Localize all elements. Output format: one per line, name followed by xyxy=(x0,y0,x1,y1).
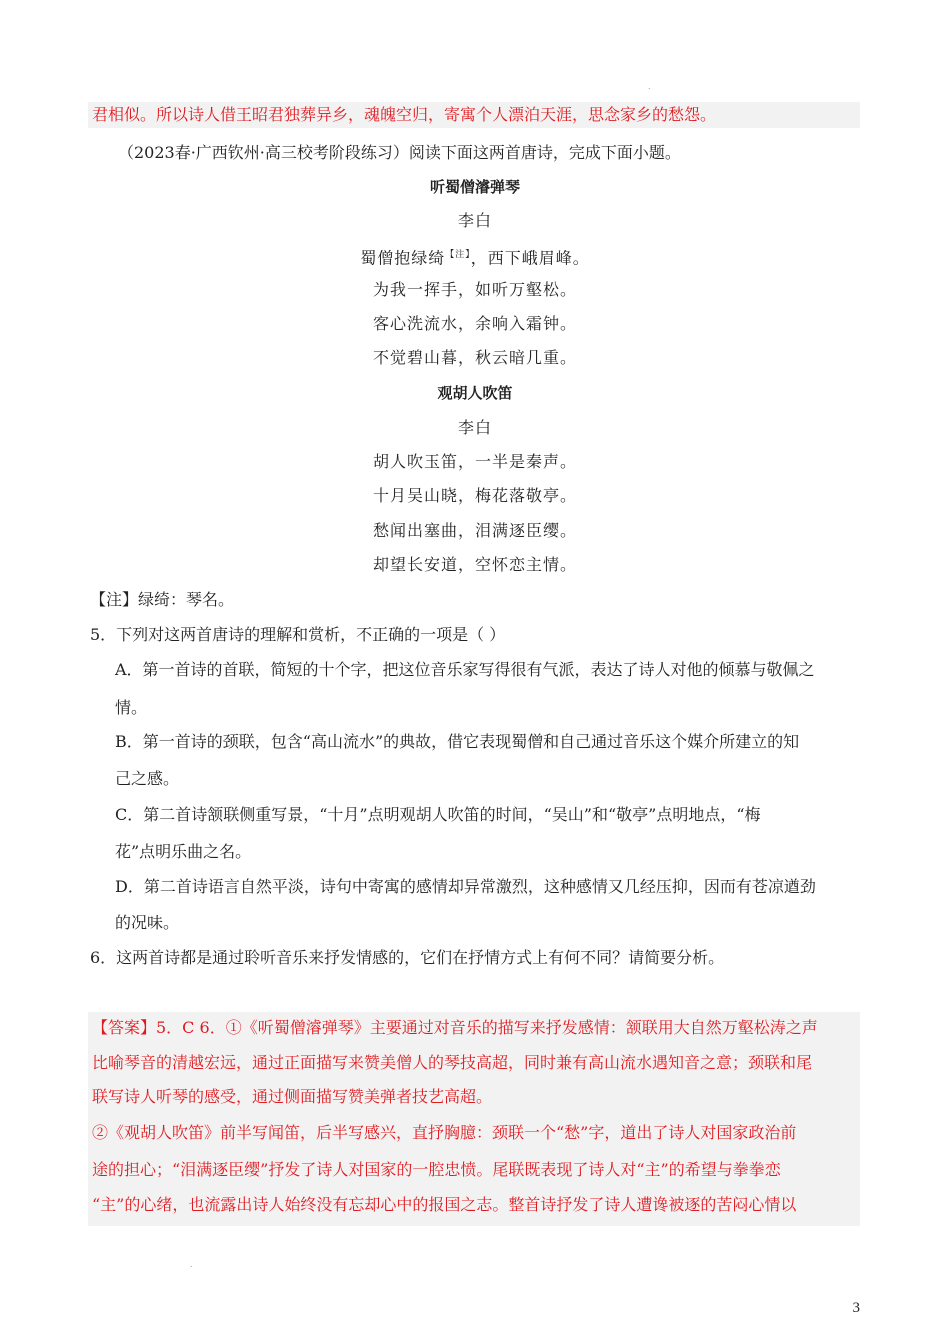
poem1-note-marker: 【注】 xyxy=(445,250,471,260)
poem2-author: 李白 xyxy=(457,418,492,437)
q5-option-d-cont: 的况味。 xyxy=(115,913,180,932)
q5-option-a-cont: 情。 xyxy=(115,698,148,717)
q6-stem: 6．这两首诗都是通过聆听音乐来抒发情感的，它们在抒情方式上有何不同？请简要分析。 xyxy=(90,948,725,967)
poem-note: 【注】绿绮：琴名。 xyxy=(90,590,235,609)
q5-option-b-cont: 己之感。 xyxy=(115,769,180,788)
q5-option-c-cont: 花”点明乐曲之名。 xyxy=(115,842,252,861)
answer-line-2: 比喻琴音的清越宏远，通过正面描写来赞美僧人的琴技高超，同时兼有高山流水遇知音之意；颈联和尾 xyxy=(92,1053,813,1072)
q5-option-a: A．第一首诗的首联，简短的十个字，把这位音乐家写得很有气派，表达了诗人对他的倾慕与敬佩之 xyxy=(115,660,815,679)
answer-shade xyxy=(88,1012,860,1226)
poem1-line-2: 为我一挥手，如听万壑松。 xyxy=(372,280,577,299)
header-mark: . xyxy=(648,82,651,91)
q5-option-d: D．第二首诗语言自然平淡，诗句中寄寓的感情却异常激烈，这种感情又几经压抑，因而有苍凉遒劲 xyxy=(115,877,816,896)
poem2-title: 观胡人吹笛 xyxy=(437,384,513,402)
answer-line-1: 【答案】5．C 6．①《听蜀僧濬弹琴》主要通过对音乐的描写来抒发感情：颔联用大自然万壑松涛之声 xyxy=(92,1018,818,1037)
poem2-line-2: 十月吴山晓，梅花落敬亭。 xyxy=(372,486,577,505)
poem1-title: 听蜀僧濬弹琴 xyxy=(429,178,520,196)
answer-line-4: ②《观胡人吹笛》前半写闻笛，后半写感兴，直抒胸臆：颈联一个“愁”字，道出了诗人对国家政治前 xyxy=(92,1123,797,1142)
answer-tail-text: 君相似。所以诗人借王昭君独葬异乡，魂魄空归，寄寓个人漂泊天涯，思念家乡的愁怨。 xyxy=(92,105,717,124)
poem1-line-3: 客心洗流水，余响入霜钟。 xyxy=(372,314,577,333)
poem2-line-1: 胡人吹玉笛，一半是秦声。 xyxy=(372,452,577,471)
poem2-line-4: 却望长安道，空怀恋主情。 xyxy=(372,555,577,574)
answer-line-3: 联写诗人听琴的感受，通过侧面描写赞美弹者技艺高超。 xyxy=(92,1087,493,1106)
poem1-author: 李白 xyxy=(457,211,492,230)
page-number: 3 xyxy=(852,1300,860,1316)
question-intro: （2023春·广西钦州·高三校考阶段练习）阅读下面这两首唐诗，完成下面小题。 xyxy=(118,143,681,162)
poem1-line-4: 不觉碧山暮，秋云暗几重。 xyxy=(372,348,577,367)
q5-stem: 5．下列对这两首唐诗的理解和赏析，不正确的一项是（ ） xyxy=(90,625,506,644)
poem1-line-1-a: 蜀僧抱绿绮 xyxy=(360,248,446,268)
poem1-line-1-b: ，西下峨眉峰。 xyxy=(470,248,590,268)
q5-option-c: C．第二首诗颔联侧重写景，“十月”点明观胡人吹笛的时间，“吴山”和“敬亭”点明地点，“梅 xyxy=(115,805,761,824)
poem1-line-1 xyxy=(0,245,950,268)
answer-line-5: 途的担心；“泪满逐臣缨”抒发了诗人对国家的一腔忠愤。尾联既表现了诗人对“主”的希望与拳拳恋 xyxy=(92,1160,781,1179)
answer-line-6: “主”的心绪，也流露出诗人始终没有忘却心中的报国之志。整首诗抒发了诗人遭谗被逐的苦闷心情以 xyxy=(92,1195,797,1214)
poem2-line-3: 愁闻出塞曲，泪满逐臣缨。 xyxy=(372,521,577,540)
footer-mark: . xyxy=(190,1260,193,1269)
q5-option-b: B．第一首诗的颈联，包含“高山流水”的典故，借它表现蜀僧和自己通过音乐这个媒介所建立的知 xyxy=(115,732,800,751)
